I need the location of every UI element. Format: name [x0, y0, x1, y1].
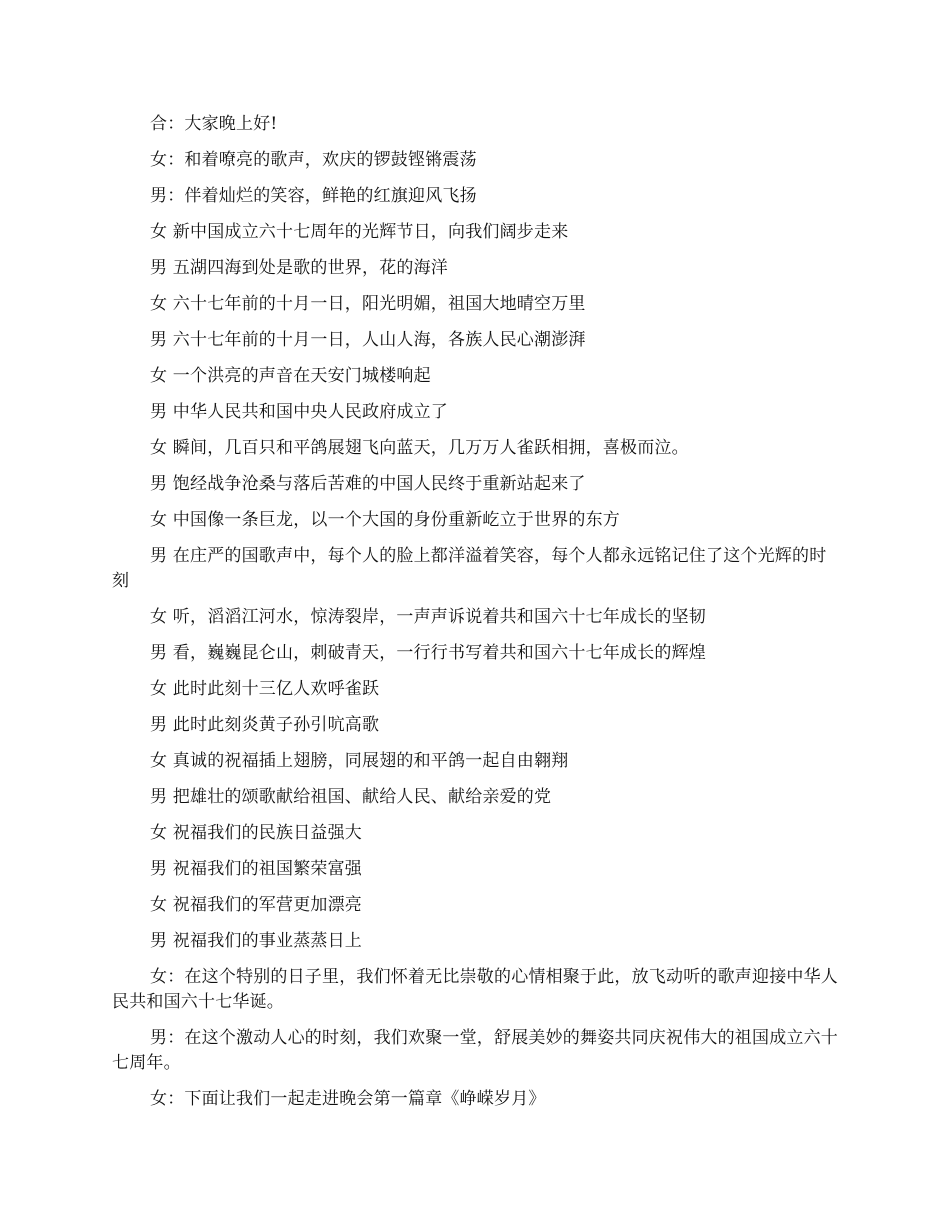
paragraph: 女 六十七年前的十月一日，阳光明媚，祖国大地晴空万里 — [150, 294, 586, 314]
paragraph: 男 饱经战争沧桑与落后苦难的中国人民终于重新站起来了 — [150, 474, 586, 494]
paragraph: 女 瞬间，几百只和平鸽展翅飞向蓝天，几万万人雀跃相拥，喜极而泣。 — [150, 438, 689, 458]
paragraph: 男 把雄壮的颂歌献给祖国、献给人民、献给亲爱的党 — [150, 787, 552, 807]
paragraph: 男：在这个激动人心的时刻，我们欢聚一堂，舒展美妙的舞姿共同庆祝伟大的祖国成立六十七周年。 — [112, 1028, 838, 1073]
paragraph: 女 真诚的祝福插上翅膀，同展翅的和平鸽一起自由翱翔 — [150, 751, 569, 771]
paragraph: 女 此时此刻十三亿人欢呼雀跃 — [150, 679, 380, 699]
paragraph: 男 中华人民共和国中央人民政府成立了 — [150, 402, 449, 422]
paragraph: 女 一个洪亮的声音在天安门城楼响起 — [150, 366, 431, 386]
paragraph: 男 祝福我们的事业蒸蒸日上 — [150, 931, 363, 951]
paragraph: 女 中国像一条巨龙，以一个大国的身份重新屹立于世界的东方 — [150, 510, 621, 530]
paragraph: 男 此时此刻炎黄子孙引吭高歌 — [150, 715, 380, 735]
paragraph: 女 新中国成立六十七周年的光辉节日，向我们阔步走来 — [150, 222, 569, 242]
paragraph: 男 在庄严的国歌声中，每个人的脸上都洋溢着笑容，每个人都永远铭记住了这个光辉的时刻 — [112, 546, 827, 591]
paragraph: 男 五湖四海到处是歌的世界，花的海洋 — [150, 258, 449, 278]
paragraph: 女：下面让我们一起走进晚会第一篇章《峥嵘岁月》 — [150, 1089, 546, 1109]
paragraph: 女 听，滔滔江河水，惊涛裂岸，一声声诉说着共和国六十七年成长的坚韧 — [150, 607, 707, 627]
paragraph: 女 祝福我们的民族日益强大 — [150, 823, 363, 843]
paragraph: 女：和着嘹亮的歌声，欢庆的锣鼓铿锵震荡 — [150, 150, 477, 170]
paragraph: 合：大家晚上好! — [150, 114, 278, 134]
paragraph: 女：在这个特别的日子里，我们怀着无比崇敬的心情相聚于此，放飞动听的歌声迎接中华人民共和国六十七华诞。 — [112, 967, 838, 1012]
paragraph: 女 祝福我们的军营更加漂亮 — [150, 895, 363, 915]
paragraph: 男：伴着灿烂的笑容，鲜艳的红旗迎风飞扬 — [150, 186, 477, 206]
document-body — [112, 112, 840, 1112]
paragraph: 男 六十七年前的十月一日，人山人海，各族人民心潮澎湃 — [150, 330, 586, 350]
paragraph: 男 看，巍巍昆仑山，刺破青天，一行行书写着共和国六十七年成长的辉煌 — [150, 643, 707, 663]
paragraph: 男 祝福我们的祖国繁荣富强 — [150, 859, 363, 879]
